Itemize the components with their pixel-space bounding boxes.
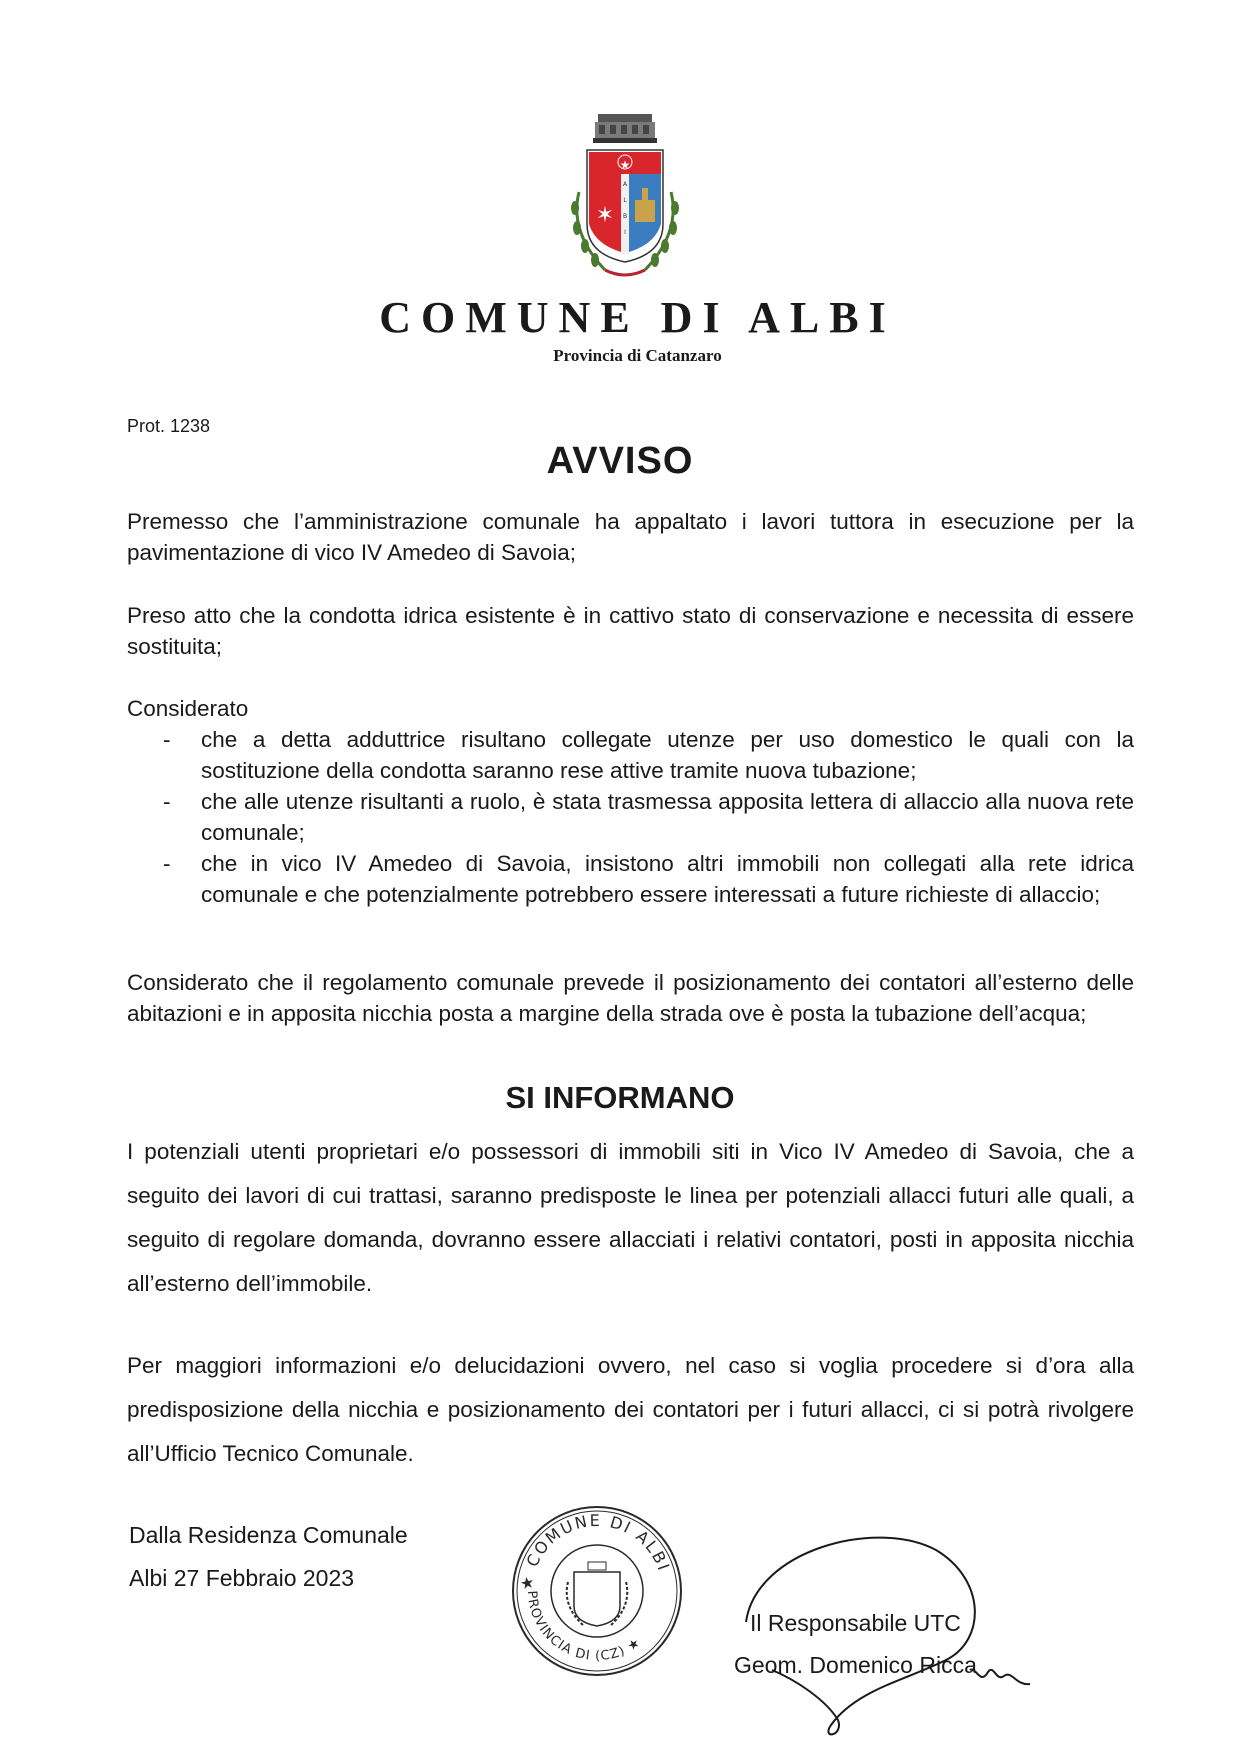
signatory-role: Il Responsabile UTC (750, 1610, 961, 1636)
list-item-text: che a detta adduttrice risultano collegate utenze per uso domestico le quali con la sostituzione della condotta saranno rese attive tramite nuova tubazione; (201, 727, 1134, 783)
info-paragraph: Per maggiori informazioni e/o delucidazioni ovvero, nel caso si voglia procedere si d’ora alla predisposizione della nicchia e posizionamento dei contatori per i futuri allacci, ci si potrà rivolgere all’Ufficio Tecnico Comunale. (127, 1353, 1134, 1466)
informano-paragraph: I potenziali utenti proprietari e/o possessori di immobili siti in Vico IV Amedeo di Savoia, che a seguito dei lavori di cui trattasi, saranno predisposte le linea per potenziali allacci futuri alle quali, a seguito di regolare domanda, dovranno essere allacciati i relativi contatori, posti in apposita nicchia all’esterno dell’immobile. (127, 1139, 1134, 1296)
list-item: - che a detta adduttrice risultano collegate utenze per uso domestico le quali con la sostituzione della condotta saranno rese attive tramite nuova tubazione; (163, 727, 1134, 783)
considerato-list (127, 724, 1134, 910)
svg-text:★ COMUNE DI ALBI (517, 1511, 674, 1592)
svg-text:I: I (624, 229, 626, 236)
svg-text:✶: ✶ (595, 202, 615, 227)
signatory-name: Geom. Domenico Ricca (734, 1652, 977, 1678)
stamp-bottom-text: PROVINCIA DI (CZ) ★ (523, 1590, 644, 1665)
informano-heading: SI INFORMANO (505, 1080, 735, 1115)
svg-text:A: A (622, 181, 628, 188)
municipal-crest-logo (565, 112, 685, 287)
list-item: - che alle utenze risultanti a ruolo, è stata trasmessa apposita lettera di allaccio alla nuova rete comunale; (163, 789, 1134, 845)
regolamento-paragraph: Considerato che il regolamento comunale prevede il posizionamento dei contatori all’esterno delle abitazioni e in apposita nicchia posta a margine della strada ove è posta la tubazione dell’acqua; (127, 970, 1134, 1026)
preso-atto-paragraph: Preso atto che la condotta idrica esistente è in cattivo stato di conservazione e necessita di essere sostituita; (127, 603, 1134, 659)
province-subtitle: Provincia di Catanzaro (553, 346, 722, 365)
svg-text:L: L (623, 197, 627, 204)
list-item-text: che in vico IV Amedeo di Savoia, insistono altri immobili non collegati alla rete idrica comunale e che potenzialmente potrebbero essere interessati a future richieste di allaccio; (201, 851, 1134, 907)
svg-text:★: ★ (619, 158, 631, 172)
considerato-label: Considerato (127, 696, 249, 721)
closing-date: Albi 27 Febbraio 2023 (129, 1565, 355, 1591)
closing-place: Dalla Residenza Comunale (129, 1522, 408, 1548)
municipality-title: COMUNE DI ALBI (379, 293, 896, 342)
svg-text:B: B (622, 213, 628, 220)
closing-block (129, 1514, 408, 1600)
stamp-top-text: ★ COMUNE DI ALBI (516, 1510, 674, 1592)
list-item: - che in vico IV Amedeo di Savoia, insistono altri immobili non collegati alla rete idrica comunale e che potenzialmente potrebbero essere interessati a future richieste di allaccio; (163, 851, 1134, 907)
protocol-number: Prot. 1238 (127, 416, 211, 436)
list-item-text: che alle utenze risultanti a ruolo, è stata trasmessa apposita lettera di allaccio alla nuova rete comunale; (201, 789, 1134, 845)
signature-block (734, 1602, 977, 1686)
premesso-paragraph: Premesso che l’amministrazione comunale ha appaltato i lavori tuttora in esecuzione per la pavimentazione di vico IV Amedeo di Savoia; (127, 509, 1134, 565)
municipal-stamp (508, 1502, 686, 1680)
notice-heading: AVVISO (546, 440, 694, 482)
